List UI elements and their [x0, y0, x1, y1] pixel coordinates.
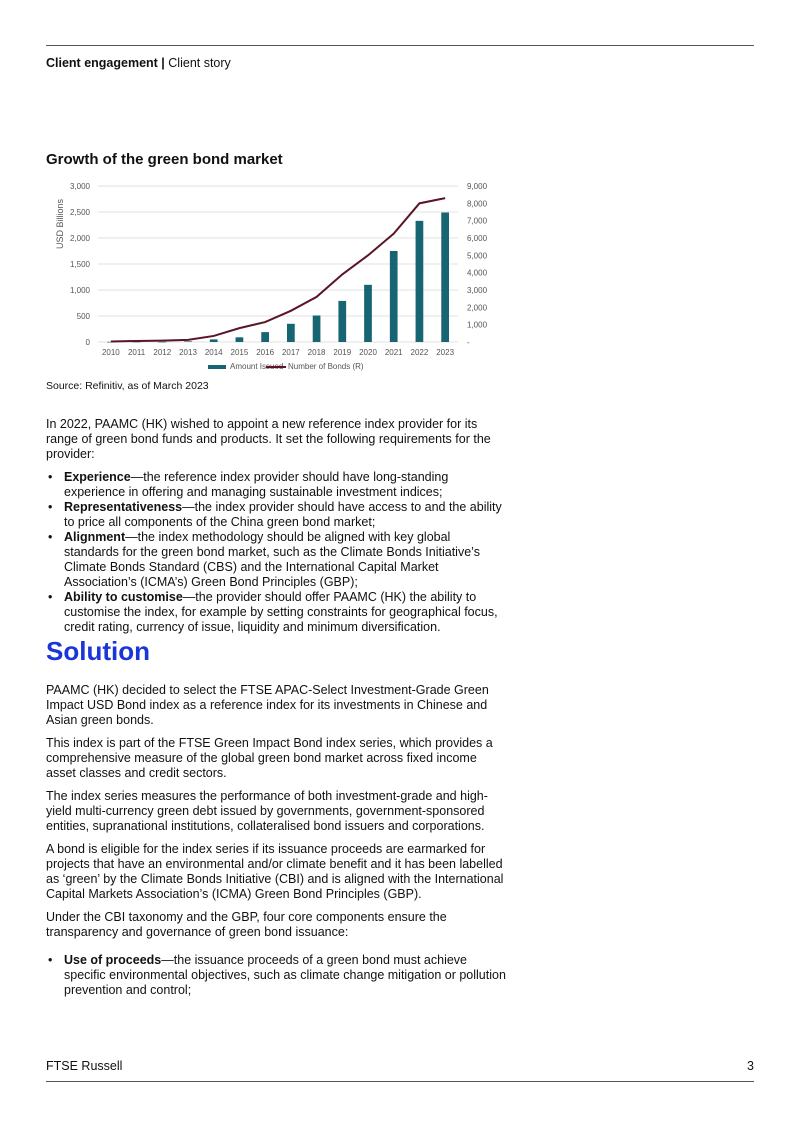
footer-brand: FTSE Russell — [46, 1059, 123, 1073]
solution-section — [46, 683, 506, 948]
y2-tick-label: 1,000 — [467, 320, 488, 330]
solution-paragraph: The index series measures the performance of both investment-grade and high-yield multi-currency green debt issued by governments, government-sponsored entities, supranational institutions, collateralised bond issuers and corporations. — [46, 789, 488, 833]
bar-amount-issued — [236, 337, 244, 342]
requirement-text: —the index methodology should be aligned with key global standards for the green bond market, such as the Climate Bonds Initiative’s Climate Bonds Standard (CBS) and the International Capital Market Association’s (ICMA’s) Green Bond Principles (GBP); — [64, 530, 480, 589]
bar-amount-issued — [364, 285, 372, 342]
y2-tick-label: 7,000 — [467, 216, 488, 226]
bar-amount-issued — [210, 339, 218, 342]
x-tick-label: 2023 — [436, 348, 455, 357]
chart-title: Growth of the green bond market — [46, 151, 283, 168]
y-tick-label: 3,000 — [69, 182, 90, 191]
requirement-term: Experience — [64, 470, 131, 484]
intro-section — [46, 417, 506, 635]
bar-amount-issued — [390, 251, 398, 342]
requirement-term: Alignment — [64, 530, 126, 544]
bar-amount-issued — [287, 324, 295, 342]
legend-swatch-amount-issued — [208, 365, 226, 369]
bar-amount-issued — [313, 315, 321, 342]
requirement-item — [46, 470, 506, 500]
x-tick-label: 2021 — [384, 348, 403, 357]
y2-tick-label: - — [467, 338, 470, 347]
y2-tick-label: 9,000 — [467, 182, 488, 191]
x-tick-label: 2011 — [127, 348, 146, 357]
bar-amount-issued — [416, 221, 424, 342]
bar-amount-issued — [338, 301, 346, 342]
header-section: Client engagement | — [46, 56, 165, 70]
y2-tick-label: 4,000 — [467, 268, 488, 278]
footer-rule — [46, 1081, 754, 1082]
x-tick-label: 2015 — [230, 348, 249, 357]
component-text: —the issuance proceeds of a green bond must achieve specific environmental objectives, such as climate change mitigation or pollution prevention and control; — [64, 953, 506, 997]
bar-amount-issued — [158, 342, 166, 343]
bar-amount-issued — [441, 213, 449, 342]
y-tick-label: 1,500 — [69, 260, 90, 269]
y-tick-label: 2,500 — [69, 208, 90, 217]
x-tick-label: 2018 — [307, 348, 326, 357]
intro-paragraph: In 2022, PAAMC (HK) wished to appoint a new reference index provider for its range of green bond funds and products. It set the following requirements for the provider: — [46, 417, 491, 461]
requirement-item — [46, 590, 506, 635]
requirement-text: —the provider should offer PAAMC (HK) the ability to customise the index, for example by setting constraints for geographical focus, credit rating, currency of issue, liquidity and minimum diversification. — [64, 590, 498, 634]
y-tick-label: 0 — [85, 338, 90, 347]
requirement-term: Ability to customise — [64, 590, 183, 604]
legend-label-amount-issued: Amount Issued — [230, 362, 284, 371]
requirement-term: Representativeness — [64, 500, 183, 514]
requirements-list — [46, 470, 506, 635]
components-section — [46, 953, 506, 998]
header-rule — [46, 45, 754, 46]
solution-paragraph: Under the CBI taxonomy and the GBP, four core components ensure the transparency and governance of green bond issuance: — [46, 910, 447, 939]
component-term: Use of proceeds — [64, 953, 162, 967]
requirement-text: —the index provider should have access to and the ability to price all components of the China green bond market; — [64, 500, 502, 529]
x-tick-label: 2013 — [179, 348, 197, 357]
x-tick-label: 2014 — [204, 348, 223, 357]
y2-tick-label: 5,000 — [467, 251, 488, 261]
y-tick-label: 1,000 — [69, 286, 90, 295]
component-item — [46, 953, 506, 998]
x-tick-label: 2017 — [281, 348, 300, 357]
y-tick-label: 500 — [76, 312, 90, 321]
page-number: 3 — [747, 1059, 754, 1073]
components-list — [46, 953, 506, 998]
page-header — [46, 56, 231, 70]
legend-label-number-of-bonds: Number of Bonds (R) — [288, 362, 364, 371]
solution-paragraph: This index is part of the FTSE Green Impact Bond index series, which provides a comprehensive measure of the global green bond market across fixed income asset classes and credit sectors. — [46, 736, 493, 780]
y-axis-label: USD Billions — [55, 198, 65, 250]
bar-amount-issued — [261, 332, 269, 342]
x-tick-label: 2022 — [410, 348, 429, 357]
y2-tick-label: 2,000 — [467, 303, 488, 313]
solution-paragraph: A bond is eligible for the index series if its issuance proceeds are earmarked for projects that have an environmental and/or climate benefit and it has been labelled as ‘green’ by the Climate Bonds Initiative (CBI) and is aligned with the International Capital Markets Association’s (ICMA) Green Bond Principles (GBP). — [46, 842, 504, 901]
requirement-item — [46, 530, 506, 590]
requirement-text: —the reference index provider should have long-standing experience in offering and managing sustainable investment indices; — [64, 470, 449, 499]
y2-tick-label: 3,000 — [467, 286, 488, 295]
green-bond-chart — [46, 176, 506, 376]
chart-source: Source: Refinitiv, as of March 2023 — [46, 380, 209, 392]
y-tick-label: 2,000 — [69, 234, 90, 243]
solution-paragraph: PAAMC (HK) decided to select the FTSE APAC-Select Investment-Grade Green Impact USD Bond index as a reference index for its investments in Chinese and Asian green bonds. — [46, 683, 489, 727]
y2-tick-label: 6,000 — [467, 234, 488, 243]
x-tick-label: 2019 — [333, 348, 352, 357]
x-tick-label: 2012 — [153, 348, 172, 357]
bar-amount-issued — [184, 341, 192, 342]
x-tick-label: 2020 — [359, 348, 377, 357]
x-tick-label: 2010 — [101, 348, 120, 357]
solution-heading: Solution — [46, 636, 150, 666]
y2-tick-label: 8,000 — [467, 199, 488, 209]
header-subsection: Client story — [168, 56, 231, 70]
x-tick-label: 2016 — [256, 348, 275, 357]
requirement-item — [46, 500, 506, 530]
